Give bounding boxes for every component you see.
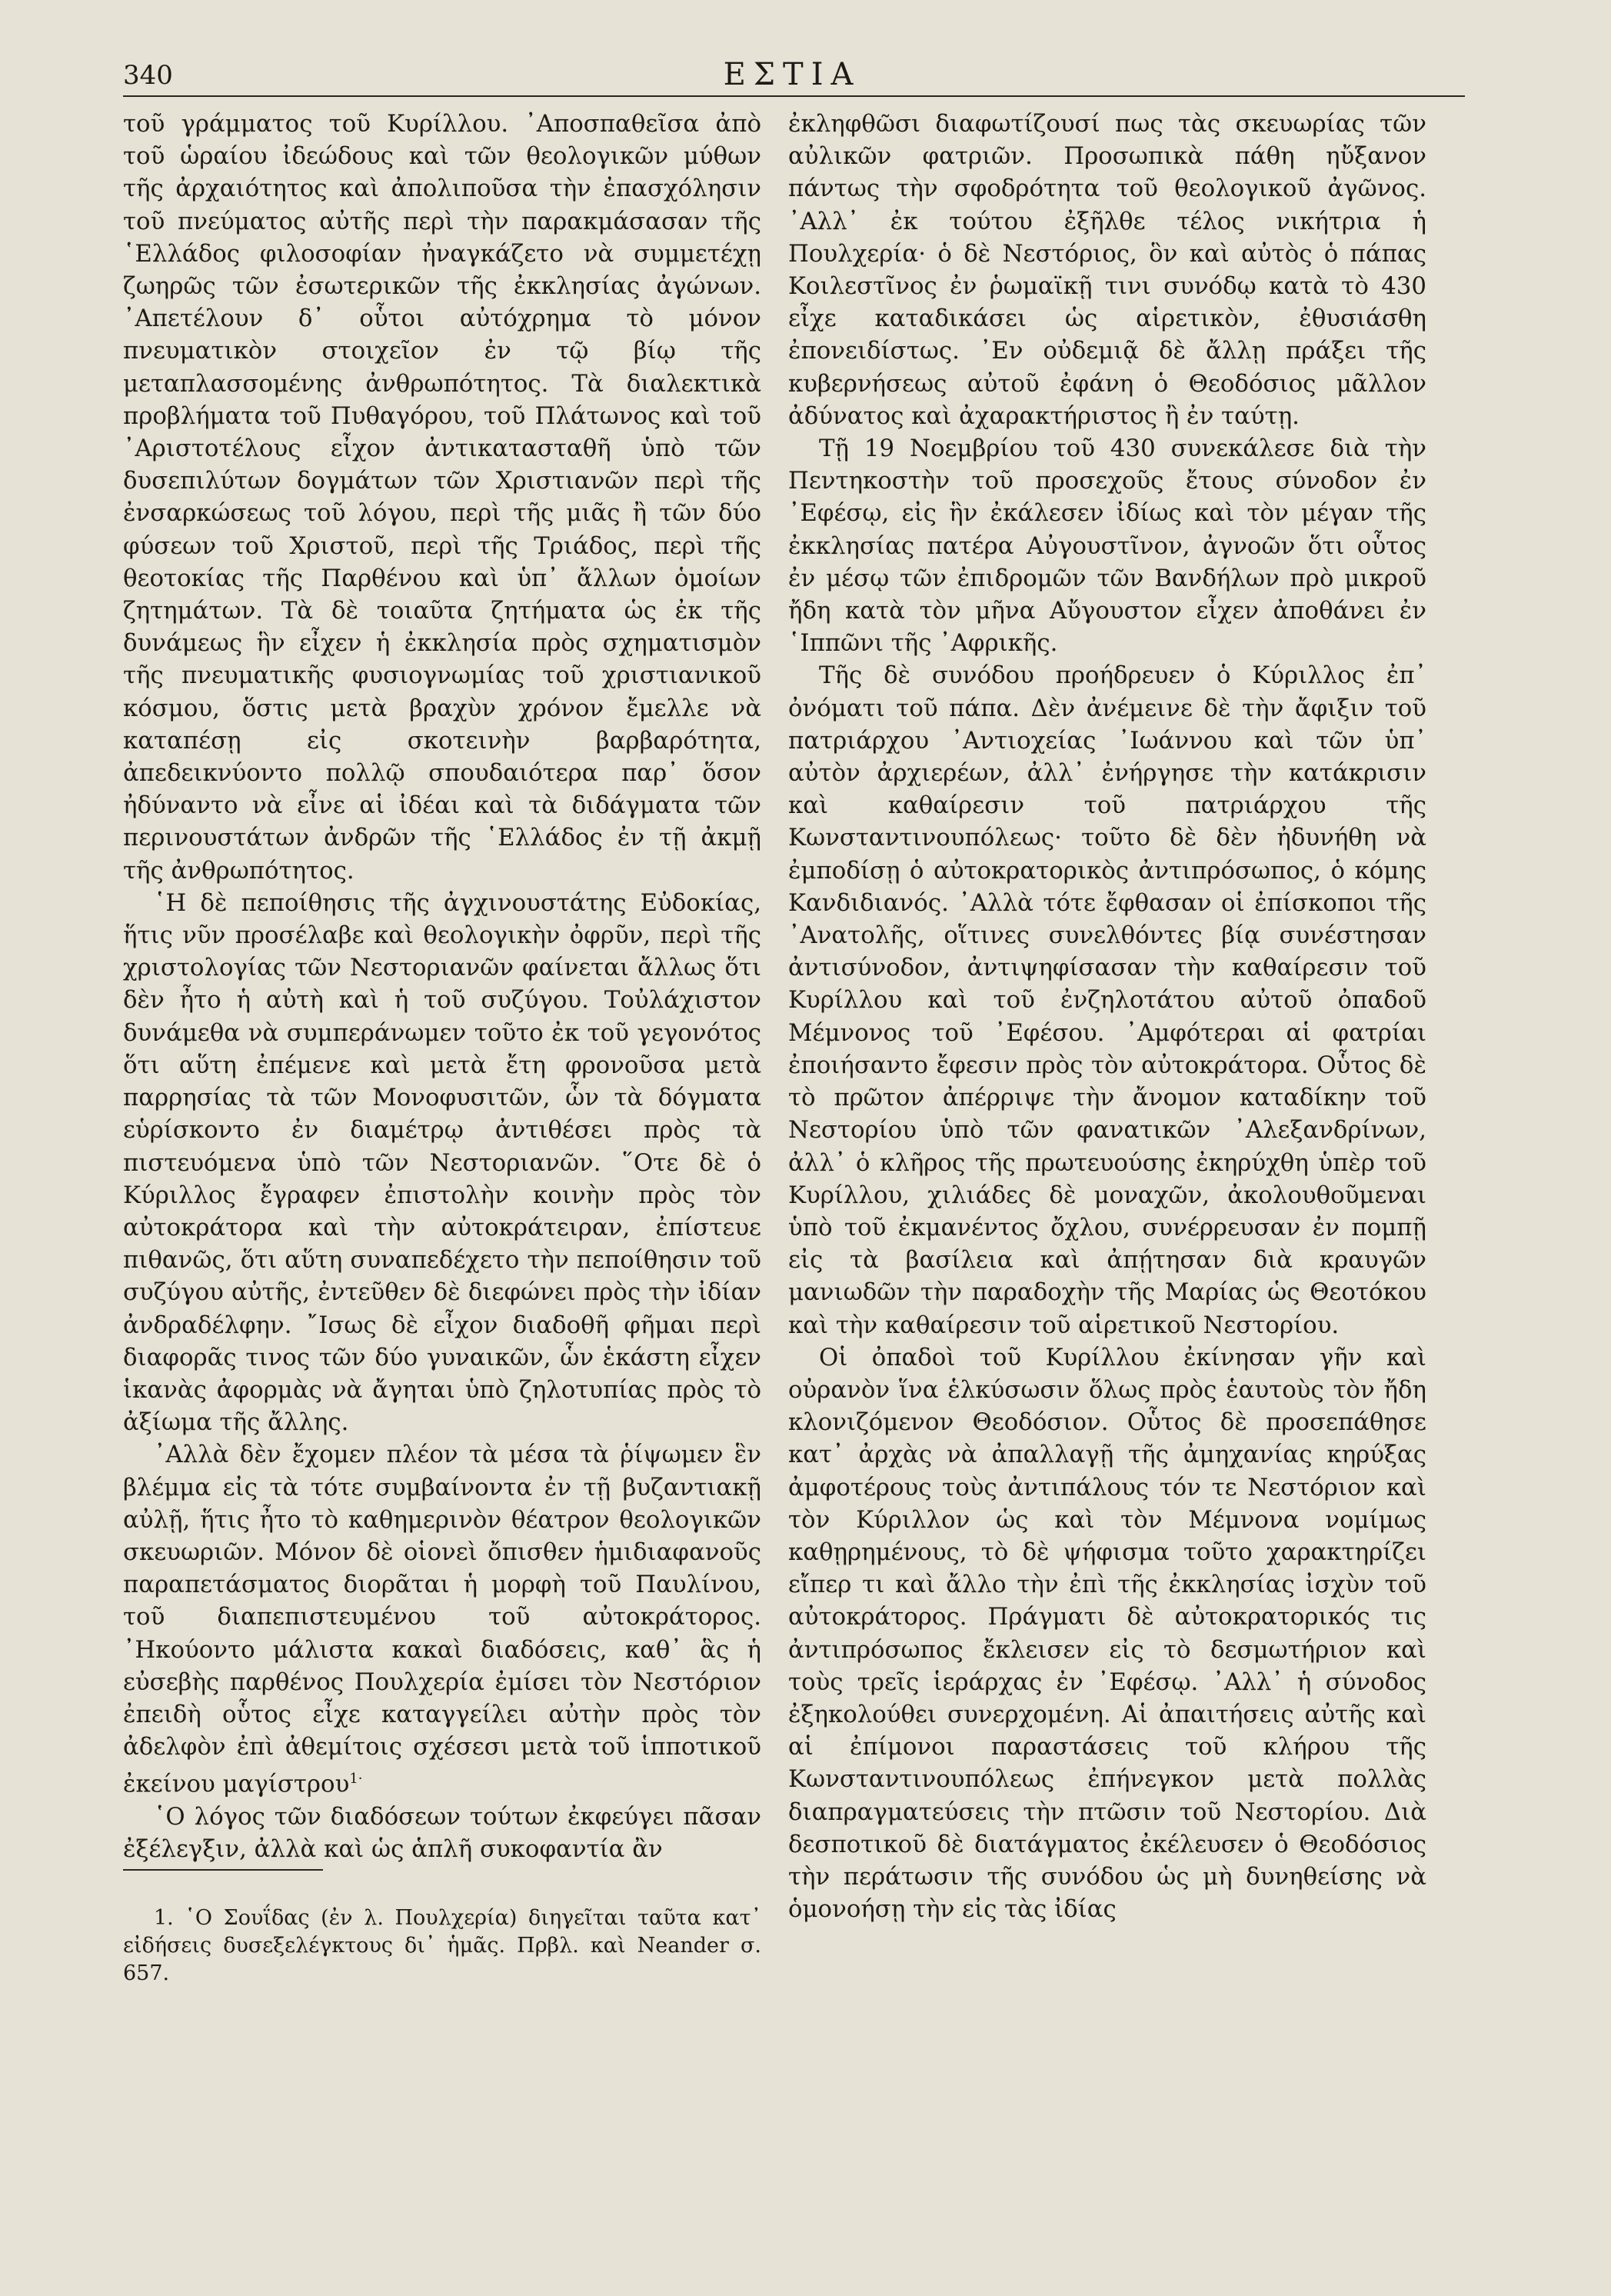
footnotes: [123, 1904, 761, 1988]
paragraph: ῾Ο λόγος τῶν διαδόσεων τούτων ἐκφεύγει πᾶσαν ἐξέλεγξιν, ἀλλὰ καὶ ὡς ἁπλῆ συκοφαντία ἂν: [123, 1802, 761, 1864]
header-rule: [123, 95, 1465, 97]
paragraph: ἐκληφθῶσι διαφωτίζουσί πως τὰς σκευωρίας τῶν αὐλικῶν φατριῶν. Προσωπικὰ πάθη ηὔξανον πάντως τὴν σφοδρότητα τοῦ θεολογικοῦ ἀγῶνος. ᾿Αλλ᾽ ἐκ τούτου ἐξῆλθε τέλος νικήτρια ἡ Πουλχερία· ὁ δὲ Νεστόριος, ὃν καὶ αὐτὸς ὁ πάπας Κοιλεστῖνος ἐν ῥωμαϊκῇ τινι συνόδῳ κατὰ τὸ 430 εἶχε καταδικάσει ὡς αἱρετικὸν, ἐθυσιάσθη ἐπονειδίστως. ᾿Εν οὐδεμιᾷ δὲ ἄλλῃ πράξει τῆς κυβερνήσεως αὐτοῦ ἐφάνη ὁ Θεοδόσιος μᾶλλον ἀδύνατος καὶ ἀχαρακτήριστος ἢ ἐν ταύτῃ.: [788, 110, 1426, 430]
footnote-separator: [123, 1869, 323, 1871]
paragraph-text: ᾿Αλλὰ δὲν ἔχομεν πλέον τὰ μέσα τὰ ῥίψωμεν ἓν βλέμμα εἰς τὰ τότε συμβαίνοντα ἐν τῇ βυζαντιακῇ αὐλῇ, ἥτις ἦτο τὸ καθημερινὸν θέατρον θεολογικῶν σκευωριῶν. Μόνον δὲ οἱονεὶ ὄπισθεν ἡμιδιαφανοῦς παραπετάσματος διορᾶται ἡ μορφὴ τοῦ Παυλίνου, τοῦ διαπεπιστευμένου τοῦ αὐτοκράτορος. ᾿Ηκούοντο μάλιστα κακαὶ διαδόσεις, καθ᾽ ἃς ἡ εὐσεβὴς παρθένος Πουλχερία ἐμίσει τὸν Νεστόριον ἐπειδὴ οὗτος εἶχε καταγγείλει αὐτὴν πρὸς τὸν ἀδελφὸν ἐπὶ ἀθεμίτοις σχέσεσι μετὰ τοῦ ἱπποτικοῦ ἐκείνου μαγίστρου: [123, 1441, 761, 1798]
paragraph: Τῇ 19 Νοεμβρίου τοῦ 430 συνεκάλεσε διὰ τὴν Πεντηκοστὴν τοῦ προσεχοῦς ἔτους σύνοδον ἐν ᾿Εφέσῳ, εἰς ἣν ἐκάλεσεν ἰδίως καὶ τὸν μέγαν τῆς ἐκκλησίας πατέρα Αὐγουστῖνον, ἀγνοῶν ὅτι οὗτος ἐν μέσῳ τῶν ἐπιδρομῶν τῶν Βανδήλων πρὸ μικροῦ ἤδη κατὰ τὸν μῆνα Αὔγουστον εἶχεν ἀποθάνει ἐν ῾Ιππῶνι τῆς ᾿Αφρικῆς.: [788, 435, 1426, 658]
paragraph: [123, 1438, 761, 1801]
page-header: [123, 54, 1461, 100]
footnote: 1. ῾Ο Σουΐδας (ἐν λ. Πουλχερία) διηγεῖται ταῦτα κατ᾽ εἰδήσεις δυσεξελέγκτους δι᾽ ἡμᾶς. Πρβλ. καὶ Neander σ. 657.: [123, 1906, 761, 1985]
page-number: 340: [123, 60, 173, 91]
paragraph: Τῆς δὲ συνόδου προήδρευεν ὁ Κύριλλος ἐπ᾽ ὀνόματι τοῦ πάπα. Δὲν ἀνέμεινε δὲ τὴν ἄφιξιν τοῦ πατριάρχου ᾿Αντιοχείας ᾿Ιωάννου καὶ τῶν ὑπ᾽ αὐτὸν ἀρχιερέων, ἀλλ᾽ ἐνήργησε τὴν κατάκρισιν καὶ καθαίρεσιν τοῦ πατριάρχου τῆς Κωνσταντινουπόλεως· τοῦτο δὲ δὲν ἠδυνήθη νὰ ἐμποδίσῃ ὁ αὐτοκρατορικὸς ἀντιπρόσωπος, ὁ κόμης Κανδιδιανός. ᾿Αλλὰ τότε ἔφθασαν οἱ ἐπίσκοποι τῆς ᾿Ανατολῆς, οἵτινες συνελθόντες βίᾳ συνέστησαν ἀντισύνοδον, ἀντιψηφίσασαν τὴν καθαίρεσιν τοῦ Κυρίλλου καὶ τοῦ ἐνζηλοτάτου αὐτοῦ ὀπαδοῦ Μέμνονος τοῦ ᾿Εφέσου. ᾿Αμφότεραι αἱ φατρίαι ἐποιήσαντο ἔφεσιν πρὸς τὸν αὐτοκράτορα. Οὗτος δὲ τὸ πρῶτον ἀπέρριψε τὴν ἄνομον καταδίκην τοῦ Νεστορίου ὑπὸ τῶν φανατικῶν ᾿Αλεξανδρίνων, ἀλλ᾽ ὁ κλῆρος τῆς πρωτευούσης ἐκηρύχθη ὑπὲρ τοῦ Κυρίλλου, χιλιάδες δὲ μοναχῶν, ἀκολουθοῦμεναι ὑπὸ τοῦ ἐκμανέντος ὄχλου, συνέρρευσαν ἐν πομπῇ εἰς τὰ βασίλεια καὶ ἀπῄτησαν διὰ κραυγῶν μανιωδῶν τὴν παραδοχὴν τῆς Μαρίας ὡς Θεοτόκου καὶ τὴν καθαίρεσιν τοῦ αἱρετικοῦ Νεστορίου.: [788, 661, 1426, 1339]
paragraph: Οἱ ὀπαδοὶ τοῦ Κυρίλλου ἐκίνησαν γῆν καὶ οὐρανὸν ἵνα ἑλκύσωσιν ὅλως πρὸς ἑαυτοὺς τὸν ἤδη κλονιζόμενον Θεοδόσιον. Οὗτος δὲ προσεπάθησε κατ᾽ ἀρχὰς νὰ ἀπαλλαγῇ τῆς ἀμηχανίας κηρύξας ἀμφοτέρους τοὺς ἀντιπάλους τόν τε Νεστόριον καὶ τὸν Κύριλλον ὡς καὶ τὸν Μέμνονα νομίμως καθῃρημένους, τὸ δὲ ψήφισμα τοῦτο χαρακτηρίζει εἴπερ τι καὶ ἄλλο τὴν ἐπὶ τῆς ἐκκλησίας ἰσχὺν τοῦ αὐτοκράτορος. Πράγματι δὲ αὐτοκρατορικός τις ἀντιπρόσωπος ἔκλεισεν εἰς τὸ δεσμωτήριον καὶ τοὺς τρεῖς ἱεράρχας ἐν ᾿Εφέσῳ. ᾿Αλλ᾽ ἡ σύνοδος ἐξηκολούθει συνερχομένη. Αἱ ἀπαιτήσεις αὐτῆς καὶ αἱ ἐπίμονοι παραστάσεις τοῦ κλήρου τῆς Κωνσταντινουπόλεως ἐπήνεγκον μετὰ πολλὰς διαπραγματεύσεις τὴν πτῶσιν τοῦ Νεστορίου. Διὰ δεσποτικοῦ δὲ διατάγματος ἐκέλευσεν ὁ Θεοδόσιος τὴν περάτωσιν τῆς συνόδου ὡς μὴ δυνηθείσης νὰ ὁμονοήσῃ τὴν εἰς τὰς ἰδίας: [788, 1343, 1426, 1924]
footnote-marker: 1·: [349, 1771, 363, 1788]
running-head: ΕΣΤΙΑ: [723, 57, 861, 92]
left-column: [123, 108, 761, 1865]
paragraph: τοῦ γράμματος τοῦ Κυρίλλου. ᾿Αποσπαθεῖσα ἀπὸ τοῦ ὡραίου ἰδεώδους καὶ τῶν θεολογικῶν μύθων τῆς ἀρχαιότητος καὶ ἀπολιποῦσα τὴν ἐπασχόλησιν τοῦ πνεύματος αὐτῆς περὶ τὴν παρακμάσασαν τῆς ῾Ελλάδος φιλοσοφίαν ἠναγκάζετο νὰ συμμετέχῃ ζωηρῶς τῶν ἐσωτερικῶν τῆς ἐκκλησίας ἀγώνων. ᾿Απετέλουν δ᾽ οὗτοι αὐτόχρημα τὸ μόνον πνευματικὸν στοιχεῖον ἐν τῷ βίῳ τῆς μεταπλασσομένης ἀνθρωπότητος. Τὰ διαλεκτικὰ προβλήματα τοῦ Πυθαγόρου, τοῦ Πλάτωνος καὶ τοῦ ᾿Αριστοτέλους εἶχον ἀντικατασταθῆ ὑπὸ τῶν δυσεπιλύτων δογμάτων τῶν Χριστιανῶν περὶ τῆς ἐνσαρκώσεως τοῦ λόγου, περὶ τῆς μιᾶς ἢ τῶν δύο φύσεων τοῦ Χριστοῦ, περὶ τῆς Τριάδος, περὶ τῆς θεοτοκίας τῆς Παρθένου καὶ ὑπ᾽ ἄλλων ὁμοίων ζητημάτων. Τὰ δὲ τοιαῦτα ζητήματα ὡς ἐκ τῆς δυνάμεως ἣν εἶχεν ἡ ἐκκλησία πρὸς σχηματισμὸν τῆς πνευματικῆς φυσιογνωμίας τοῦ χριστιανικοῦ κόσμου, ὅστις μετὰ βραχὺν χρόνον ἔμελλε νὰ καταπέσῃ εἰς σκοτεινὴν βαρβαρότητα, ἀπεδεικνύοντο πολλῷ σπουδαιότερα παρ᾽ ὅσον ἠδύναντο νὰ εἶνε αἱ ἰδέαι καὶ τὰ διδάγματα τῶν περινουστάτων ἀνδρῶν τῆς ῾Ελλάδος ἐν τῇ ἀκμῇ τῆς ἀνθρωπότητος.: [123, 110, 761, 885]
paragraph: ῾Η δὲ πεποίθησις τῆς ἀγχινουστάτης Εὐδοκίας, ἥτις νῦν προσέλαβε καὶ θεολογικὴν ὀφρῦν, περὶ τῆς χριστολογίας τῶν Νεστοριανῶν φαίνεται ἄλλως ὅτι δὲν ἦτο ἡ αὐτὴ καὶ ἡ τοῦ συζύγου. Τοὐλάχιστον δυνάμεθα νὰ συμπεράνωμεν τοῦτο ἐκ τοῦ γεγονότος ὅτι αὕτη ἐπέμενε καὶ μετὰ ἔτη φρονοῦσα μετὰ παρρησίας τὰ τῶν Μονοφυσιτῶν, ὧν τὰ δόγματα εὑρίσκοντο ἐν διαμέτρῳ ἀντιθέσει πρὸς τὰ πιστευόμενα ὑπὸ τῶν Νεστοριανῶν. ῞Οτε δὲ ὁ Κύριλλος ἔγραφεν ἐπιστολὴν κοινὴν πρὸς τὸν αὐτοκράτορα καὶ τὴν αὐτοκράτειραν, ἐπίστευε πιθανῶς, ὅτι αὕτη συναπεδέχετο τὴν πεποίθησιν τοῦ συζύγου αὐτῆς, ἐντεῦθεν δὲ διεφώνει πρὸς τὴν ἰδίαν ἀνδραδέλφην. ῎Ισως δὲ εἶχον διαδοθῆ φῆμαι περὶ διαφορᾶς τινος τῶν δύο γυναικῶν, ὧν ἑκάστη εἶχεν ἱκανὰς ἀφορμὰς νὰ ἄγηται ὑπὸ ζηλοτυπίας πρὸς τὸ ἀξίωμα τῆς ἄλλης.: [123, 888, 761, 1437]
right-column: [788, 108, 1426, 1925]
